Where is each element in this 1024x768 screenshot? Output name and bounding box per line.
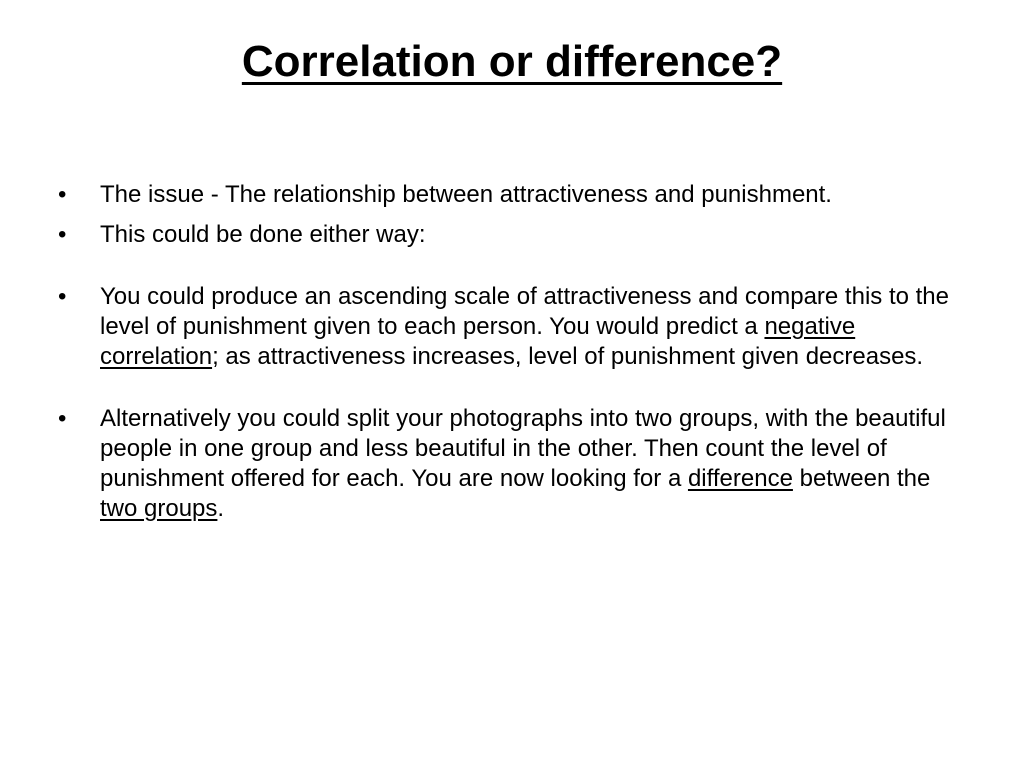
bullet-item-issue	[56, 180, 956, 210]
bullet-text: between the	[792, 465, 931, 492]
bullet-text: Alternatively you could split your photographs into two groups, with the beautiful people in one group and less beautiful in the other. Then count the level of punishment offered for each. You are now looking for a	[100, 405, 946, 492]
bullet-item-difference	[56, 404, 956, 524]
bullet-text: ; as attractiveness increases, level of punishment given decreases.	[212, 343, 924, 370]
bullet-text: The issue - The relationship between attractiveness and punishment.	[100, 181, 832, 208]
underlined-term-negative-correlation: negative correlation	[100, 313, 856, 370]
underlined-term-two-groups: two groups	[100, 495, 218, 522]
bullet-item-either-way	[56, 220, 956, 250]
slide-title	[0, 32, 1024, 92]
underlined-term-difference: difference	[687, 465, 793, 492]
bullet-text: You could produce an ascending scale of attractiveness and compare this to the level of punishment given to each person. You would predict a	[100, 283, 949, 340]
bullet-list	[56, 180, 956, 524]
bullet-text: This could be done either way:	[100, 221, 426, 248]
bullet-text: .	[217, 495, 225, 522]
bullet-item-correlation	[56, 282, 956, 372]
slide-title-text: Correlation or difference?	[241, 37, 783, 86]
